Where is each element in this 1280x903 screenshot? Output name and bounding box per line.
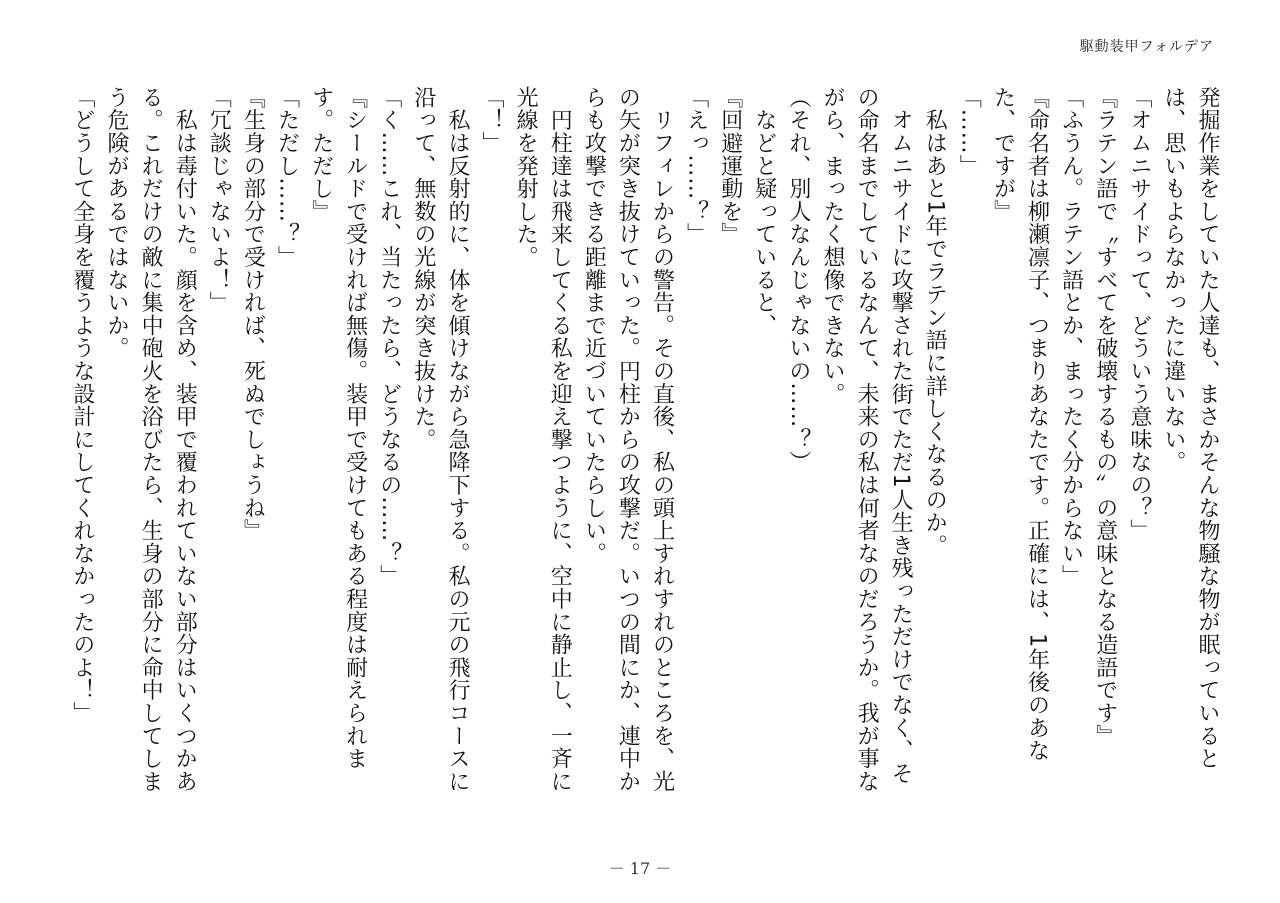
paragraph: 「ふうん。ラテン語とか、まったく分からない」	[1058, 86, 1084, 588]
paragraph: オムニサイドに攻撃された街でただ1人生き残っただけでなく、その命名までしているなんて、未来の私は何者なのだろうか。我が事ながら、まったく想像できない。	[819, 86, 914, 793]
paragraph: 「……」	[956, 86, 982, 178]
paragraph: 『命名者は柳瀬凛子、つまりあなたです。正確には、1年後のあなた、ですが』	[990, 86, 1050, 762]
paragraph: 「どうして全身を覆うような設計にしてくれなかったのよ！」	[69, 86, 95, 725]
page-number: － 17 －	[608, 859, 672, 878]
paragraph: 「ただし……？」	[274, 86, 300, 269]
paragraph: 『回避運動を』	[717, 86, 743, 246]
paragraph: 円柱達は飛来してくる私を迎え撃つように、空中に静止し、一斉に光線を発射した。	[513, 86, 573, 793]
paragraph: 「！」	[479, 86, 505, 155]
paragraph: 「えっ……？」	[683, 86, 709, 246]
paragraph: 私は毒付いた。顔を含め、装甲で覆われていない部分はいくつかある。これだけの敵に集中砲火を浴びたら、生身の部分に命中してしまう危険があるではないか。	[104, 86, 198, 793]
paragraph: 発掘作業をしていた人達も、まさかそんな物騒な物が眠っているとは、思いもよらなかったに違いない。	[1160, 86, 1220, 770]
paragraph: 「く……これ、当たったら、どうなるの……？」	[376, 86, 402, 588]
novel-body-text	[69, 86, 1224, 806]
paragraph: 『ラテン語で〝すべてを破壊するもの〟の意味となる造語です』	[1092, 86, 1118, 748]
paragraph: 『生身の部分で受ければ、死ぬでしょうね』	[240, 86, 266, 542]
paragraph: 『シールドで受ければ無傷。装甲で受けてもある程度は耐えられます。ただし』	[308, 86, 368, 770]
paragraph: リフィレからの警告。その直後、私の頭上すれすれのところを、光の矢が突き抜けていった。円柱からの攻撃だ。いつの間にか、連中からも攻撃できる距離まで近づいていたらしい。	[581, 86, 675, 793]
paragraph: 「冗談じゃないよ！」	[206, 86, 232, 314]
paragraph: などと疑っていると、	[751, 86, 777, 337]
running-header: 駆動装甲フォルデア	[1079, 39, 1214, 55]
paragraph: 「オムニサイドって、どういう意味なの？」	[1126, 86, 1152, 542]
paragraph: 私は反射的に、体を傾けながら急降下する。私の元の飛行コースに沿って、無数の光線が突き抜けた。	[410, 86, 470, 793]
paragraph: 私はあと1年でラテン語に詳しくなるのか。	[922, 86, 948, 557]
paragraph: （それ、別人なんじゃないの……？）	[785, 86, 811, 474]
